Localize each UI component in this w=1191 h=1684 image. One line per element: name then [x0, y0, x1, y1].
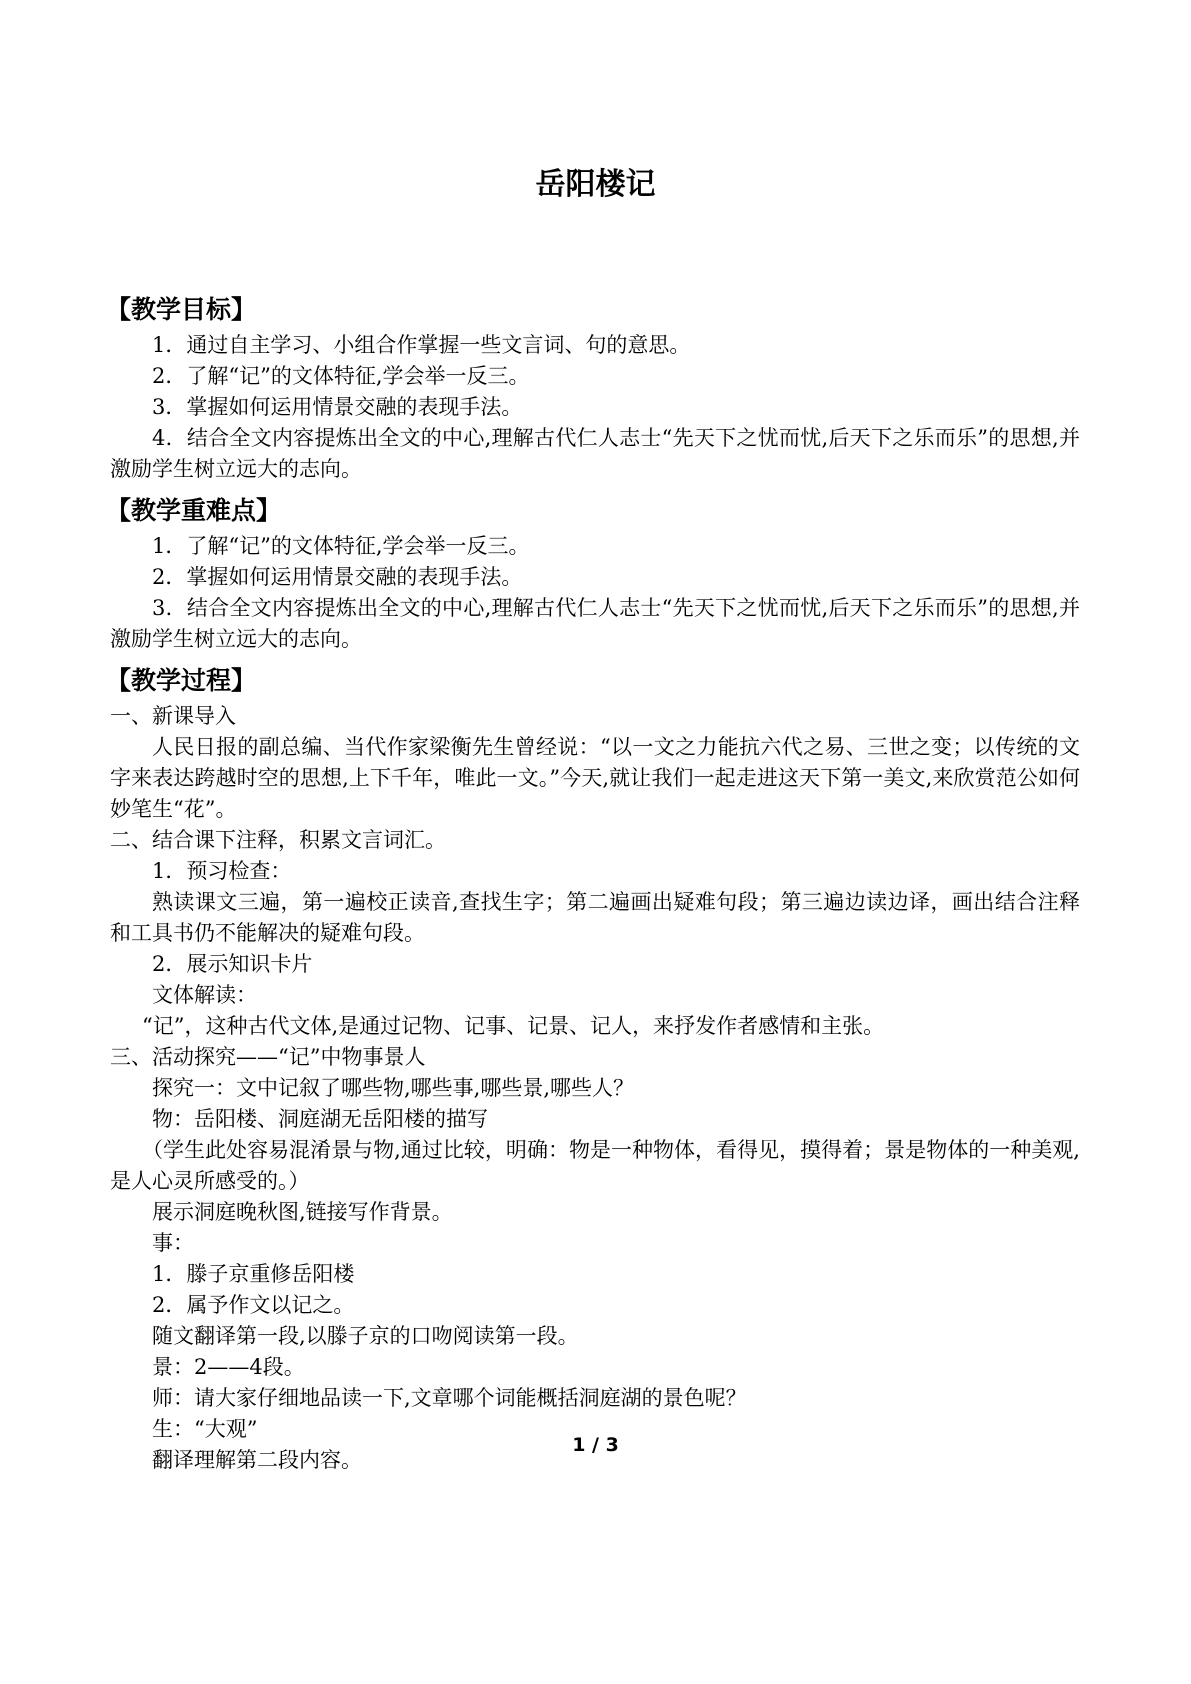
process-subitem: 1．滕子京重修岳阳楼 [152, 1262, 355, 1286]
process-paragraph: 人民日报的副总编、当代作家梁衡先生曾经说：“以一文之力能抗六代之易、三世之变；以传统的文字来表达跨越时空的思想,上下千年，唯此一文。”今天,就让我们一起走进这天下第一美文,来欣赏范公如何妙笔生“花”。 [110, 735, 1080, 821]
key-point-item: 3．结合全文内容提炼出全文的中心,理解古代仁人志士“先天下之忧而忧,后天下之乐而乐”的思想,并激励学生树立远大的志向。 [110, 596, 1080, 651]
process-paragraph: 翻译理解第二段内容。 [152, 1448, 362, 1472]
process-paragraph: 熟读课文三遍，第一遍校正读音,查找生字；第二遍画出疑难句段；第三遍边读边译，画出结合注释和工具书仍不能解决的疑难句段。 [110, 890, 1080, 945]
document-title: 岳阳楼记 [535, 167, 656, 202]
process-paragraph: “记”，这种古代文体,是通过记物、记事、记景、记人，来抒发作者感情和主张。 [142, 1014, 885, 1038]
process-paragraph: 物：岳阳楼、洞庭湖无岳阳楼的描写 [152, 1107, 488, 1131]
section-heading-objectives: 【教学目标】 [106, 295, 257, 324]
process-paragraph: 生：“大观” [152, 1417, 258, 1441]
objective-item: 2．了解“记”的文体特征,学会举一反三。 [152, 364, 530, 388]
process-paragraph: 探究一：文中记叙了哪些物,哪些事,哪些景,哪些人？ [152, 1076, 635, 1100]
process-label: 事： [152, 1231, 194, 1255]
page-number: 1 / 3 [572, 1434, 619, 1456]
document-body [106, 290, 1080, 1476]
objective-item: 4．结合全文内容提炼出全文的中心,理解古代仁人志士“先天下之忧而忧,后天下之乐而乐”的思想,并激励学生树立远大的志向。 [110, 426, 1080, 481]
process-paragraph: 师：请大家仔细地品读一下,文章哪个词能概括洞庭湖的景色呢？ [152, 1386, 747, 1410]
process-subitem: 2．属予作文以记之。 [152, 1293, 355, 1317]
section-heading-process: 【教学过程】 [106, 666, 257, 695]
process-part-title: 一、新课导入 [110, 704, 236, 728]
objective-item: 3．掌握如何运用情景交融的表现手法。 [152, 395, 523, 419]
process-part-title: 三、活动探究——“记”中物事景人 [110, 1045, 426, 1069]
process-paragraph: 景：2——4段。 [152, 1355, 305, 1379]
objective-item: 1．通过自主学习、小组合作掌握一些文言词、句的意思。 [152, 333, 691, 357]
process-label: 文体解读： [152, 983, 257, 1007]
process-subitem: 1．预习检查： [152, 859, 292, 883]
process-paragraph: 展示洞庭晚秋图,链接写作背景。 [152, 1200, 453, 1224]
section-heading-key-points: 【教学重难点】 [106, 496, 282, 525]
process-subitem: 2．展示知识卡片 [152, 952, 313, 976]
key-point-item: 2．掌握如何运用情景交融的表现手法。 [152, 565, 523, 589]
process-note: （学生此处容易混淆景与物,通过比较，明确：物是一种物体，看得见，摸得着；景是物体的一种美观,是人心灵所感受的。） [110, 1138, 1080, 1193]
key-point-item: 1．了解“记”的文体特征,学会举一反三。 [152, 534, 530, 558]
process-paragraph: 随文翻译第一段,以滕子京的口吻阅读第一段。 [152, 1324, 579, 1348]
process-part-title: 二、结合课下注释，积累文言词汇。 [110, 828, 446, 852]
